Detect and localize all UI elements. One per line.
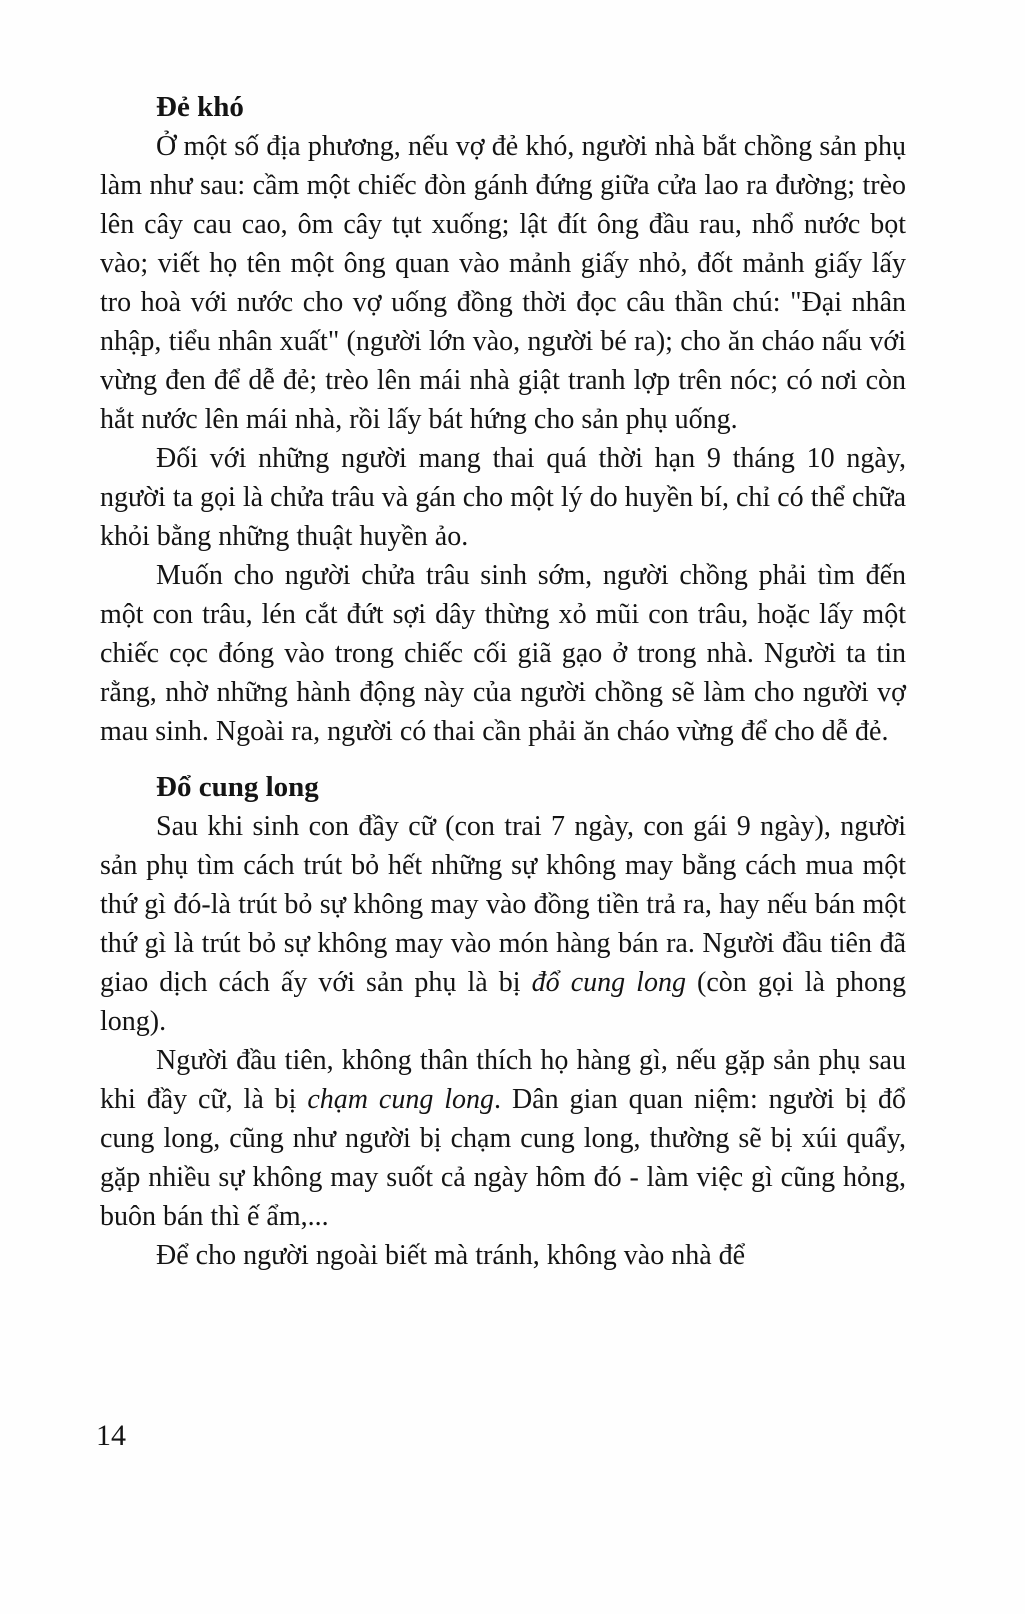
text-run: Đối với những người mang thai quá thời hạn 9 tháng 10 ngày, người ta gọi là chửa trâu và gán cho một lý do huyền bí, chỉ có thể chữa khỏi bằng những thuật huyền ảo.: [100, 443, 906, 552]
section-heading: Đẻ khó: [156, 91, 244, 123]
paragraph: [100, 439, 906, 556]
paragraph: [100, 1236, 906, 1275]
text-run: Sau khi sinh con đầy cữ (con trai 7 ngày, con gái 9 ngày), người sản phụ tìm cách trút bỏ hết những sự không may bằng cách mua một thứ gì đó-là trút bỏ sự không may vào đồng tiền trả ra, hay nếu bán một thứ gì là trút bỏ sự không may vào món hàng bán ra. Người đầu tiên đã giao dịch cách ấy với sản phụ là bị: [100, 811, 906, 998]
text-run: . Dân gian quan niệm: người bị đổ cung long, cũng như người bị chạm cung long, thường sẽ bị xúi quẩy, gặp nhiều sự không may suốt cả ngày hôm đó - làm việc gì cũng hỏng, buôn bán thì ế ẩm,...: [100, 1084, 907, 1232]
section-heading: Đổ cung long: [156, 771, 319, 803]
text-run: Để cho người ngoài biết mà tránh, không vào nhà để: [156, 1240, 746, 1271]
text-run: (còn gọi là phong long).: [100, 967, 906, 1037]
page-number: 14: [96, 1419, 126, 1452]
paragraph: [100, 807, 906, 1041]
paragraph: [100, 1041, 906, 1236]
italic-text-run: đổ cung long: [531, 967, 686, 998]
paragraph: [100, 556, 906, 751]
paragraph: [100, 127, 906, 439]
text-run: Ở một số địa phương, nếu vợ đẻ khó, người nhà bắt chồng sản phụ làm như sau: cầm một chiếc đòn gánh đứng giữa cửa lao ra đường; trèo lên cây cau cao, ôm cây tụt xuống; lật đít ông đầu rau, nhổ nước bọt vào; viết họ tên một ông quan vào mảnh giấy nhỏ, đốt mảnh giấy lấy tro hoà với nước cho vợ uống đồng thời đọc câu thần chú: "Đại nhân nhập, tiểu nhân xuất" (người lớn vào, người bé ra); cho ăn cháo nấu với vừng đen để dễ đẻ; trèo lên mái nhà giật tranh lợp trên nóc; có nơi còn hắt nước lên mái nhà, rồi lấy bát hứng cho sản phụ uống.: [100, 131, 906, 435]
page-body: [100, 88, 906, 1275]
text-run: Muốn cho người chửa trâu sinh sớm, người chồng phải tìm đến một con trâu, lén cắt đứt sợi dây thừng xỏ mũi con trâu, hoặc lấy một chiếc cọc đóng vào trong chiếc cối giã gạo ở trong nhà. Người ta tin rằng, nhờ những hành động này của người chồng sẽ làm cho người vợ mau sinh. Ngoài ra, người có thai cần phải ăn cháo vừng để cho dễ đẻ.: [100, 560, 906, 747]
italic-text-run: chạm cung long: [307, 1084, 495, 1115]
text-run: Người đầu tiên, không thân thích họ hàng gì, nếu gặp sản phụ sau khi đầy cữ, là bị: [100, 1045, 906, 1115]
